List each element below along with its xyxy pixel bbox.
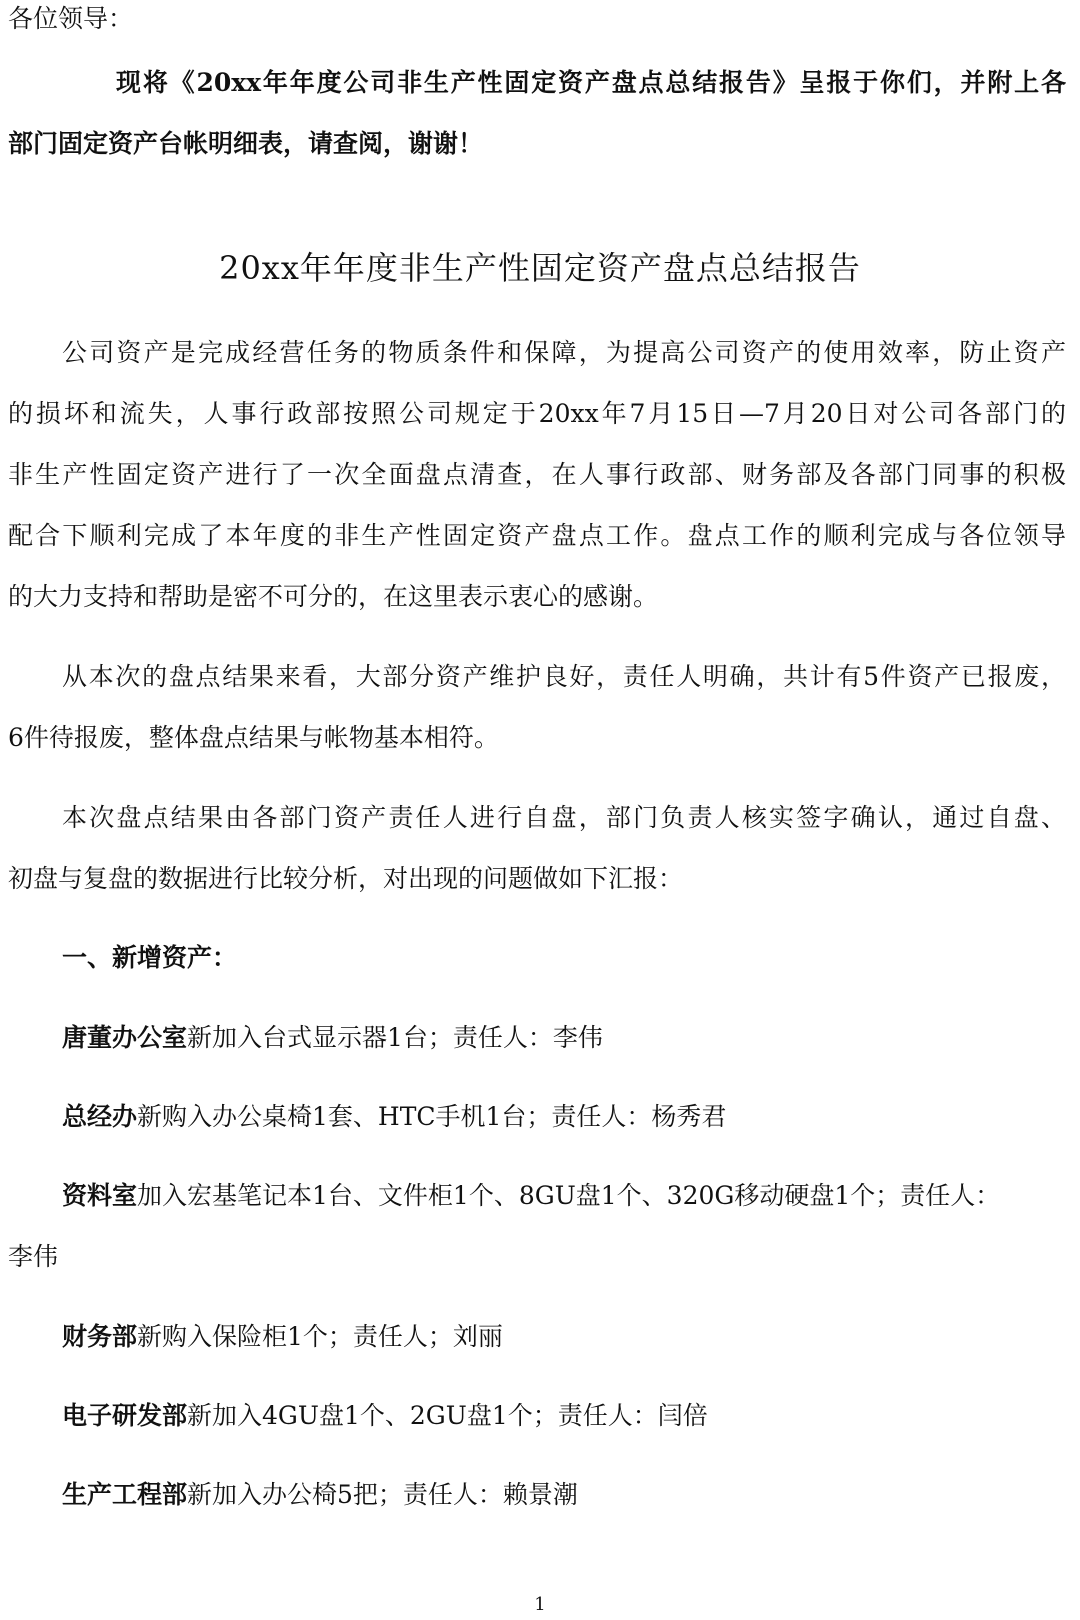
paragraph-1-line-2: 的损坏和流失，人事行政部按照公司规定于20xx年7月15日—7月20日对公司各部门的 <box>8 399 1066 428</box>
item-department: 电子研发部 <box>62 1401 188 1430</box>
report-title: 20xx年年度非生产性固定资产盘点总结报告 <box>219 249 861 287</box>
page-number: 1 <box>534 1594 546 1615</box>
paragraph-1-line-5: 的大力支持和帮助是密不可分的，在这里表示衷心的感谢。 <box>8 582 659 611</box>
item-text: 新加入办公椅5把；责任人：赖景潮 <box>187 1480 578 1509</box>
item-text: 新加入4GU盘1个、2GU盘1个；责任人：闫倍 <box>187 1401 708 1430</box>
new-asset-item <box>62 1320 1066 1354</box>
item-department: 资料室 <box>62 1181 138 1210</box>
paragraph-3-line-2: 初盘与复盘的数据进行比较分析，对出现的问题做如下汇报： <box>8 864 684 893</box>
new-asset-item <box>62 1100 1066 1134</box>
new-asset-item <box>62 1399 1066 1433</box>
item-text: 新加入台式显示器1台；责任人：李伟 <box>187 1023 603 1052</box>
paragraph-2-line-1: 从本次的盘点结果来看，大部分资产维护良好，责任人明确，共计有5件资产已报废， <box>62 662 1066 691</box>
paragraph-1-line-4: 配合下顺利完成了本年度的非生产性固定资产盘点工作。盘点工作的顺利完成与各位领导 <box>8 521 1066 550</box>
new-asset-item <box>62 1179 1066 1213</box>
item-department: 财务部 <box>62 1322 138 1351</box>
cover-letter-line-1: 现将《20xx年年度公司非生产性固定资产盘点总结报告》呈报于你们，并附上各 <box>116 68 1066 97</box>
item-text: 新购入办公桌椅1套、HTC手机1台；责任人：杨秀君 <box>137 1102 727 1131</box>
greeting: 各位领导： <box>8 4 134 33</box>
item-text: 新购入保险柜1个；责任人；刘丽 <box>137 1322 503 1351</box>
item-department: 总经办 <box>62 1102 138 1131</box>
cover-letter-line-2: 部门固定资产台帐明细表，请查阅，谢谢！ <box>8 129 484 158</box>
paragraph-1-line-3: 非生产性固定资产进行了一次全面盘点清查，在人事行政部、财务部及各部门同事的积极 <box>8 460 1066 489</box>
new-asset-item <box>62 1021 1066 1055</box>
item-department: 唐董办公室 <box>62 1023 188 1052</box>
new-asset-item <box>62 1478 1066 1512</box>
paragraph-1-line-1: 公司资产是完成经营任务的物质条件和保障，为提高公司资产的使用效率，防止资产 <box>62 338 1066 367</box>
paragraph-2-line-2: 6件待报废，整体盘点结果与帐物基本相符。 <box>8 723 499 752</box>
item-department: 生产工程部 <box>62 1480 188 1509</box>
item-continuation: 李伟 <box>8 1242 59 1271</box>
item-text: 加入宏基笔记本1台、文件柜1个、8GU盘1个、320G移动硬盘1个；责任人： <box>137 1181 1001 1210</box>
section-1-heading: 一、新增资产： <box>62 943 238 972</box>
paragraph-3-line-1: 本次盘点结果由各部门资产责任人进行自盘，部门负责人核实签字确认，通过自盘、 <box>62 803 1066 832</box>
